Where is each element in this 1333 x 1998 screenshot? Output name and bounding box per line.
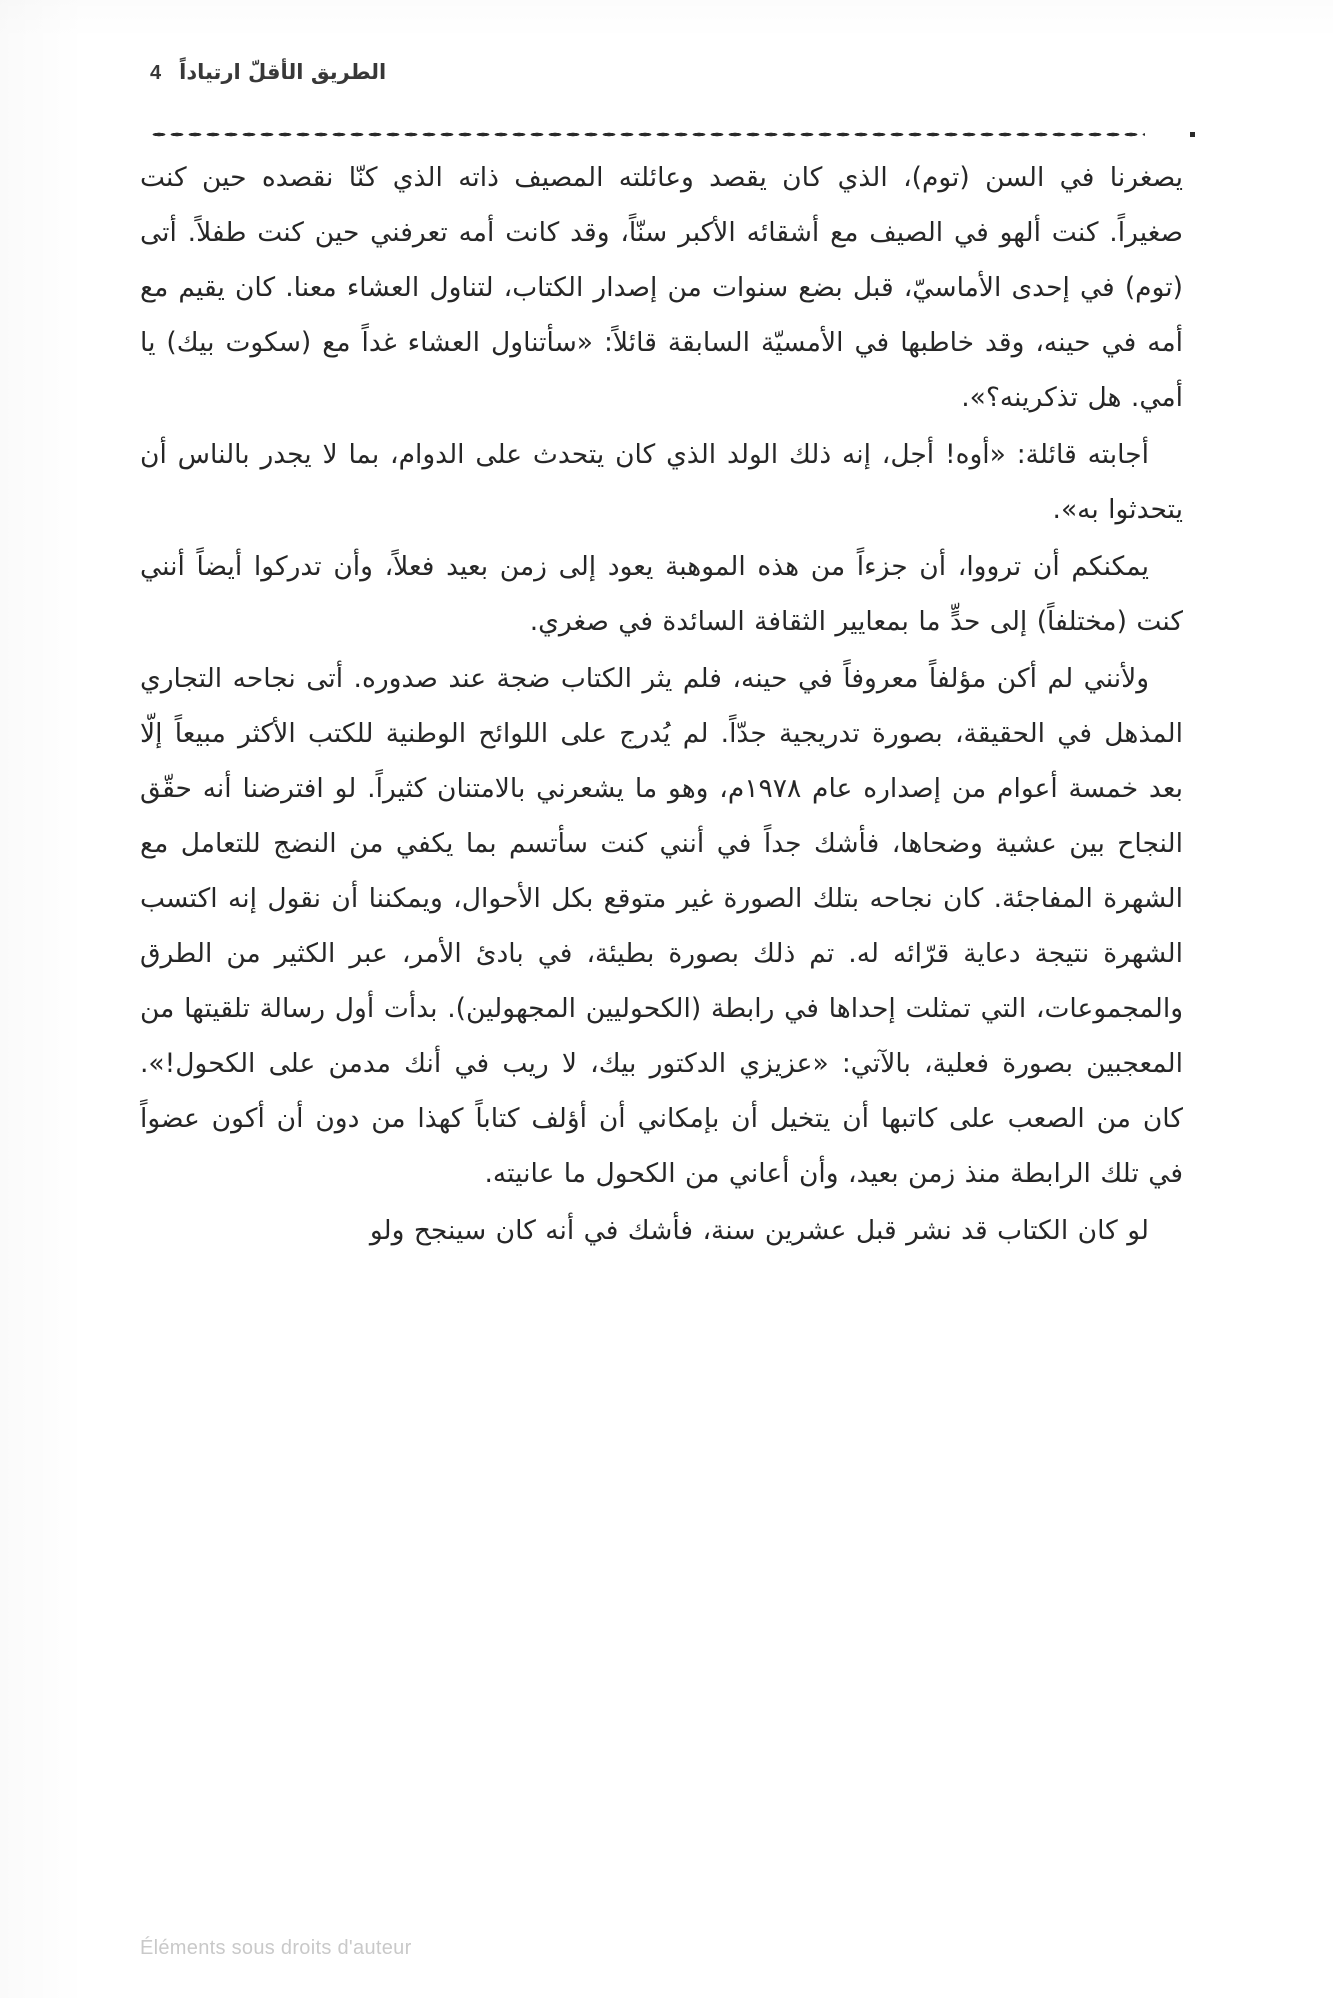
- header-divider: [150, 128, 1195, 142]
- paragraph: لو كان الكتاب قد نشر قبل عشرين سنة، فأشك في أنه كان سينجح ولو: [369, 1215, 1149, 1246]
- divider-lead-dot: [1190, 132, 1195, 137]
- divider-dots: [150, 132, 1145, 137]
- paragraph: ولأنني لم أكن مؤلفاً معروفاً في حينه، فلم يثر الكتاب ضجة عند صدوره. أتى نجاحه التجاري المذهل في الحقيقة، بصورة تدريجية جدّاً. لم يُدرج على اللوائح الوطنية للكتب الأكثر مبيعاً إلّا بعد خمسة أعوام من إصداره عام ١٩٧٨م، وهو ما يشعرني بالامتنان كثيراً. لو افترضنا أنه حقّق النجاح بين عشية وضحاها، فأشك جداً في أنني كنت سأتسم بما يكفي من النضج للتعامل مع الشهرة المفاجئة. كان نجاحه بتلك الصورة غير متوقع بكل الأحوال، ويمكننا أن نقول إنه اكتسب الشهرة نتيجة دعاية قرّائه له. تم ذلك بصورة بطيئة، في بادئ الأمر، عبر الكثير من الطرق والمجموعات، التي تمثلت إحداها في رابطة (الكحوليين المجهولين). بدأت أول رسالة تلقيتها من المعجبين بصورة فعلية، بالآتي: «عزيزي الدكتور بيك، لا ريب في أنك مدمن على الكحول!». كان من الصعب على كاتبها أن يتخيل أن بإمكاني أن أؤلف كتاباً كهذا من دون أن أكون عضواً في تلك الرابطة منذ زمن بعيد، وأن أعاني من الكحول ما عانيته.: [140, 663, 1183, 1189]
- paragraph: يمكنكم أن ترووا، أن جزءاً من هذه الموهبة يعود إلى زمن بعيد فعلاً، وأن تدركوا أيضاً أنني كنت (مختلفاً) إلى حدٍّ ما بمعايير الثقافة السائدة في صغري.: [140, 551, 1183, 637]
- copyright-watermark: Éléments sous droits d'auteur: [140, 1937, 412, 1959]
- body-text-column: [140, 150, 1183, 1258]
- scan-edge-left: [0, 0, 86, 1998]
- running-header: [150, 60, 1183, 100]
- header-page-number: 4: [150, 62, 162, 84]
- paragraph: يصغرنا في السن (توم)، الذي كان يقصد وعائلته المصيف ذاته الذي كنّا نقصده حين كنت صغيراً. كنت ألهو في الصيف مع أشقائه الأكبر سنّاً، وقد كانت أمه تعرفني حين كنت طفلاً. أتى (توم) في إحدى الأماسيّ، قبل بضع سنوات من إصدار الكتاب، لتناول العشاء معنا. كان يقيم مع أمه في حينه، وقد خاطبها في الأمسيّة السابقة قائلاً: «سأتناول العشاء غداً مع (سكوت بيك) يا أمي. هل تذكرينه؟».: [140, 162, 1183, 413]
- header-book-title: الطريق الأقلّ ارتياداً: [179, 60, 387, 84]
- scan-edge-top: [0, 0, 1333, 40]
- paragraph: أجابته قائلة: «أوه! أجل، إنه ذلك الولد الذي كان يتحدث على الدوام، بما لا يجدر بالناس أن يتحدثوا به».: [140, 439, 1183, 525]
